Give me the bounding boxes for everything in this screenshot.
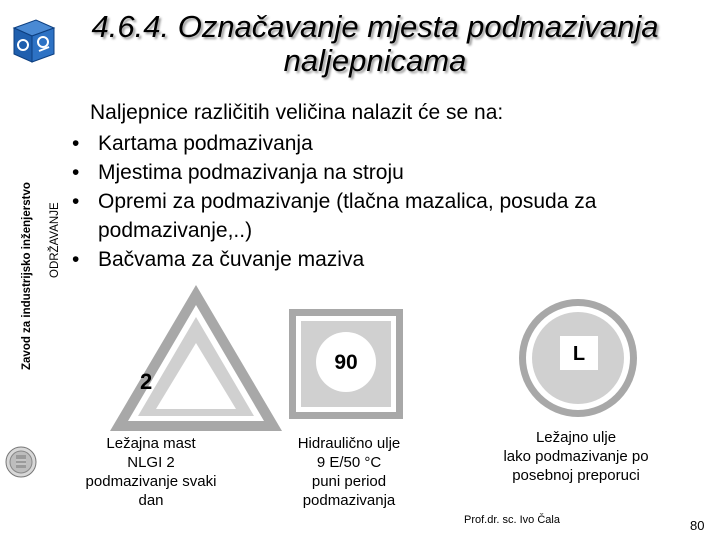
side-dept-label: ODRŽAVANJE [49, 202, 61, 278]
content-block [72, 98, 692, 274]
side-org-label: Zavod za industrijsko inženjerstvo [21, 182, 33, 370]
caption-line: posebnoj preporuci [512, 467, 640, 484]
bullet-item: • Kartama podmazivanja [72, 129, 692, 158]
author-footer: Prof.dr. sc. Ivo Čala [464, 514, 560, 526]
caption-line: puni period [311, 473, 387, 490]
caption-line: Ležajna mast [106, 435, 196, 452]
square-label-sign [288, 308, 404, 420]
page-number: 80 [690, 518, 705, 533]
triangle-label-symbol: 2 [140, 369, 153, 394]
caption-line: dan [138, 492, 164, 509]
caption-line: podmazivanja [302, 492, 396, 509]
caption-line: 9 E/50 °C [316, 454, 382, 471]
bullet-item: • Bačvama za čuvanje maziva [72, 245, 692, 274]
caption-line: podmazivanje svaki [85, 473, 217, 490]
triangle-label-sign [108, 283, 284, 433]
bullet-list [72, 129, 692, 274]
square-label-symbol: 90 [334, 351, 358, 374]
circle-label-caption [476, 428, 676, 485]
circle-label-symbol: L [572, 343, 586, 365]
page-title [60, 10, 690, 78]
bullet-item: • Opremi za podmazivanje (tlačna mazalica, posuda za podmazivanje,..) [72, 187, 692, 245]
circle-label-sign [518, 298, 638, 418]
title-line-1: 4.6.4. Označavanje mjesta podmazivanja [91, 9, 659, 44]
intro-text: Naljepnice različitih veličina nalazit će se na: [90, 101, 504, 124]
caption-line: Ležajno ulje [535, 429, 617, 446]
caption-line: lako podmazivanje po [503, 448, 649, 465]
bullet-item: • Mjestima podmazivanja na stroju [72, 158, 692, 187]
caption-line: NLGI 2 [127, 454, 175, 471]
square-label-caption [266, 434, 432, 510]
caption-line: Hidraulično ulje [297, 435, 401, 452]
triangle-label-caption [68, 434, 234, 510]
university-seal-icon [4, 442, 38, 482]
title-line-2: naljepnicama [283, 43, 467, 78]
